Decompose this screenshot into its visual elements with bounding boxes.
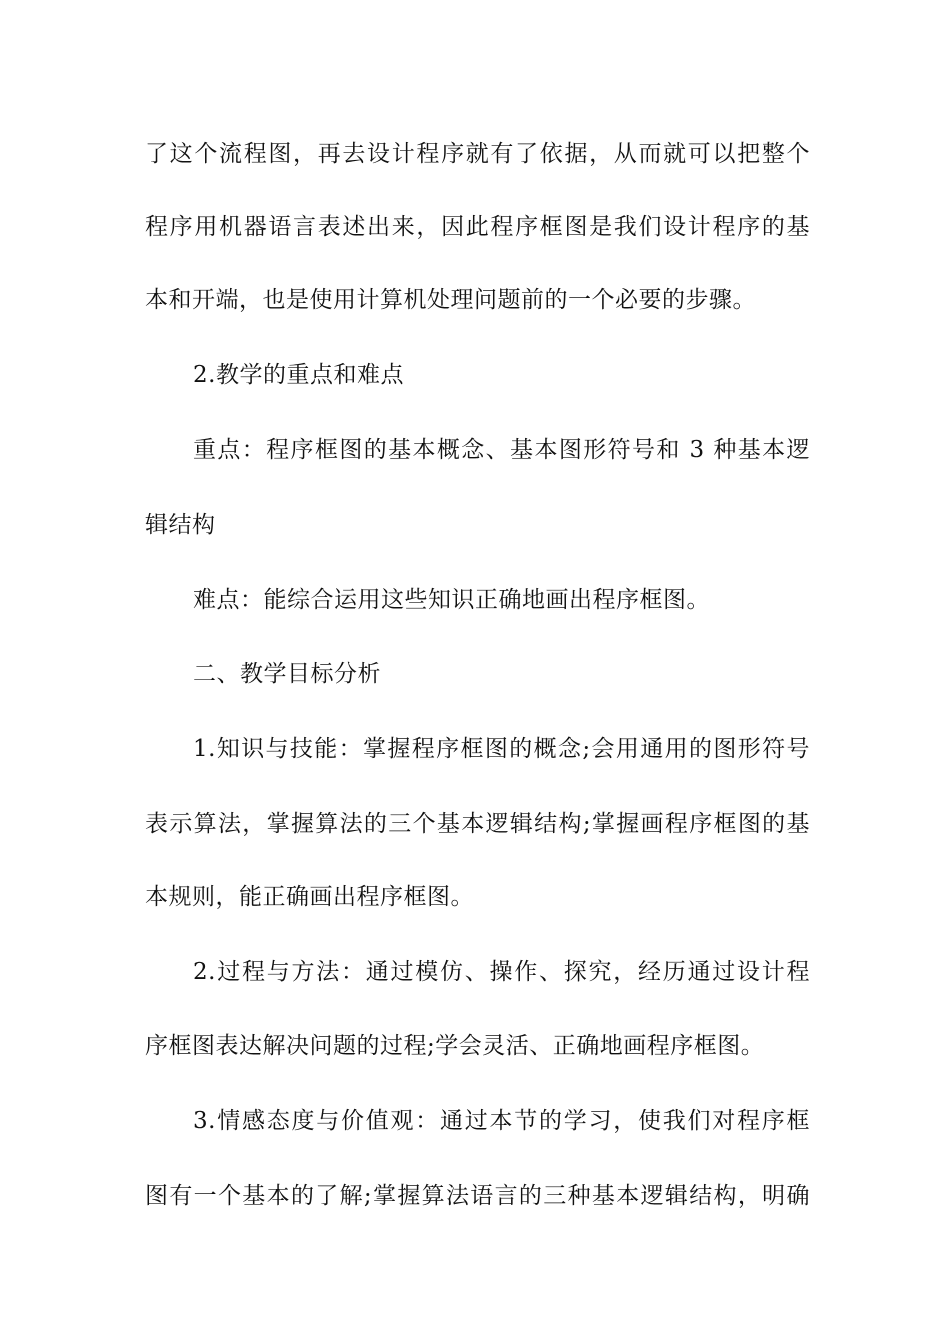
paragraph-line: 了这个流程图，再去设计程序就有了依据，从而就可以把整个 bbox=[145, 141, 810, 167]
paragraph-line: 程序用机器语言表述出来，因此程序框图是我们设计程序的基 bbox=[145, 214, 810, 240]
section-heading: 2.教学的重点和难点 bbox=[193, 362, 404, 388]
section-heading: 二、教学目标分析 bbox=[193, 661, 381, 687]
paragraph-line: 本和开端，也是使用计算机处理问题前的一个必要的步骤。 bbox=[145, 287, 756, 313]
paragraph-line: 1.知识与技能：掌握程序框图的概念;会用通用的图形符号 bbox=[193, 736, 810, 762]
paragraph-line: 3.情感态度与价值观：通过本节的学习，使我们对程序框 bbox=[193, 1108, 810, 1134]
paragraph-line: 表示算法，掌握算法的三个基本逻辑结构;掌握画程序框图的基 bbox=[145, 811, 810, 837]
paragraph-line: 图有一个基本的了解;掌握算法语言的三种基本逻辑结构，明确 bbox=[145, 1183, 810, 1209]
paragraph-line: 重点：程序框图的基本概念、基本图形符号和 3 种基本逻 bbox=[193, 437, 810, 463]
paragraph-line: 本规则，能正确画出程序框图。 bbox=[145, 884, 474, 910]
paragraph-line: 2.过程与方法：通过模仿、操作、探究，经历通过设计程 bbox=[193, 959, 810, 985]
paragraph-line: 序框图表达解决问题的过程;学会灵活、正确地画程序框图。 bbox=[145, 1033, 765, 1059]
paragraph-line: 辑结构 bbox=[145, 512, 216, 538]
paragraph-line: 难点：能综合运用这些知识正确地画出程序框图。 bbox=[193, 587, 710, 613]
